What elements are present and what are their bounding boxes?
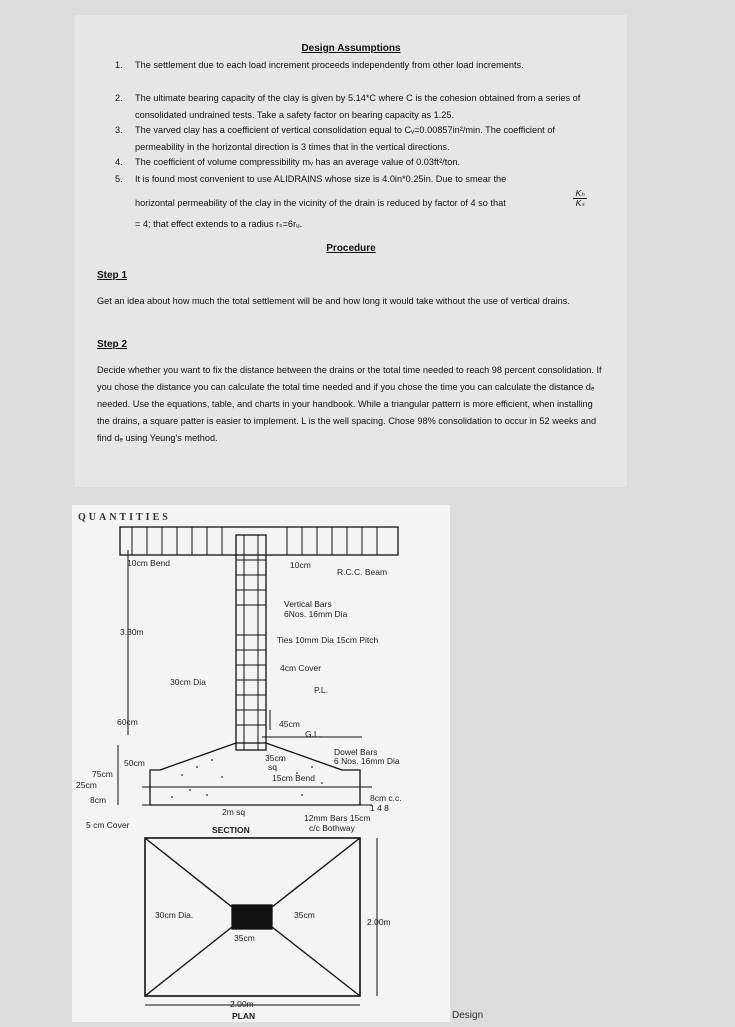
column-ties bbox=[236, 535, 266, 750]
footing-drawing bbox=[72, 505, 450, 1022]
label-dowel-2: 6 Nos. 16mm Dia bbox=[334, 756, 400, 766]
label-plan-2m-horizontal: 2.00m bbox=[230, 999, 254, 1009]
label-50cm: 50cm bbox=[124, 758, 145, 768]
label-8cm: 8cm bbox=[90, 795, 107, 805]
design-assumptions-title: Design Assumptions bbox=[301, 43, 401, 54]
label-pl: P.L. bbox=[314, 685, 329, 695]
label-section: SECTION bbox=[212, 825, 250, 835]
label-height: 3.30m bbox=[120, 627, 144, 637]
design-assumptions-panel: Design Assumptions 1. The settlement due to each load increment proceeds independently from other load increments. 2. The ultimate bearing capacity of the clay is given by 5.14*C where C is the cohesion obtained from a series of consolidated undrained tests. Take a safety factor on bearing capacity as 1.25. 3. The varved clay has a coefficient of vertical consolidation equal to Cᵥ=0.00857in²/min. The coefficient of permeability in the horizontal direction is 3 times that in the vertical directions. 4. The coefficient of volume compressibility mᵥ has an average value of 0.03ft²/ton. 5. It is found most convenient to use ALIDRAINS whose size is 4.0in*0.25in. Due to smear the horizontal permeability of the clay in the vicinity of the drain is reduced by factor of 4 so that Kₕ Kₛ = 4; that effect extends to a radius rₛ=6rᵤ. Procedure Step 1 Get an idea about how much the total settlement will be and how long it would take without the use of vertical drains. Step 2 Decide whether you want to fix the distance between the drains or the total time needed to reach 98 percent consolidation. If you chose the distance you can calculate the total time needed and if you chose the time you can calculate the distance dₑ needed. Use the equations, table, and charts in your handbook. While a triangular pattern is more efficient, when installing the drains, a square patter is easier to implement. L is the well spacing. Chose 98% consolidation to occur in 52 weeks and find dₑ using Yeung's method. bbox=[75, 15, 627, 487]
label-bend-15: 15cm Bend bbox=[272, 773, 315, 783]
label-45cm: 45cm bbox=[279, 719, 300, 729]
label-gl: G.L. bbox=[305, 729, 322, 739]
label-bend-left: 10cm Bend bbox=[127, 558, 170, 568]
label-plan-35: 35cm bbox=[294, 910, 315, 920]
label-75cm: 75cm bbox=[92, 769, 113, 779]
label-ties: Ties 10mm Dia 15cm Pitch bbox=[277, 635, 379, 645]
label-plan-dia: 30cm Dia. bbox=[155, 910, 194, 920]
plan-column bbox=[232, 905, 272, 929]
label-35cm: 35cm bbox=[265, 753, 286, 763]
label-25cm: 25cm bbox=[76, 780, 97, 790]
step-2-title: Step 2 bbox=[97, 339, 128, 350]
step-1-title: Step 1 bbox=[97, 270, 128, 281]
kh-ks-fraction: Kₕ Kₛ bbox=[573, 189, 587, 208]
label-vertical-bars-2: 6Nos. 16mm Dia bbox=[284, 609, 348, 619]
label-vertical-bars: Vertical Bars bbox=[284, 599, 332, 609]
label-cover: 4cm Cover bbox=[280, 663, 322, 673]
footer-design-label: Design bbox=[452, 1010, 484, 1021]
label-60cm: 60cm bbox=[117, 717, 138, 727]
step-1-text: Get an idea about how much the total settlement will be and how long it would take without the use of vertical drains. bbox=[97, 296, 570, 306]
column bbox=[236, 535, 266, 750]
step-2-text: Decide whether you want to fix the distance between the drains or the total time needed to reach 98 percent consolidation. If you chose the distance you can calculate the total time needed and if you chose the time you can calculate the distance dₑ needed. Use the equations, table, and charts in your handbook. While a triangular pattern is more efficient, when installing the drains, a square patter is easier to implement. L is the well spacing. Chose 98% consolidation to occur in 52 weeks and find dₑ using Yeung's method. bbox=[97, 365, 602, 443]
label-sq: sq bbox=[268, 762, 277, 772]
label-dowel: Dowel Bars bbox=[334, 747, 378, 757]
label-148: 1 4 8 bbox=[370, 803, 389, 813]
label-2m-sq: 2m sq bbox=[222, 807, 246, 817]
label-5cm-cover: 5 cm Cover bbox=[86, 820, 130, 830]
label-col-dia: 30cm Dia bbox=[170, 677, 206, 687]
quantities-heading: QUANTITIES bbox=[78, 512, 171, 523]
label-rcc-beam: R.C.C. Beam bbox=[337, 567, 388, 577]
footing-section bbox=[150, 743, 360, 805]
procedure-title: Procedure bbox=[326, 243, 376, 254]
label-8cm-cc: 8cm c.c. bbox=[370, 793, 402, 803]
label-bend-right: 10cm bbox=[290, 560, 311, 570]
label-plan-2m-vertical: 2.00m bbox=[367, 917, 391, 927]
label-plan-35b: 35cm bbox=[234, 933, 255, 943]
label-12mm-bars: 12mm Bars 15cm bbox=[304, 813, 371, 823]
label-plan: PLAN bbox=[232, 1011, 256, 1021]
beam-hatch bbox=[132, 527, 377, 555]
label-bothway: c/c Bothway bbox=[309, 823, 355, 833]
